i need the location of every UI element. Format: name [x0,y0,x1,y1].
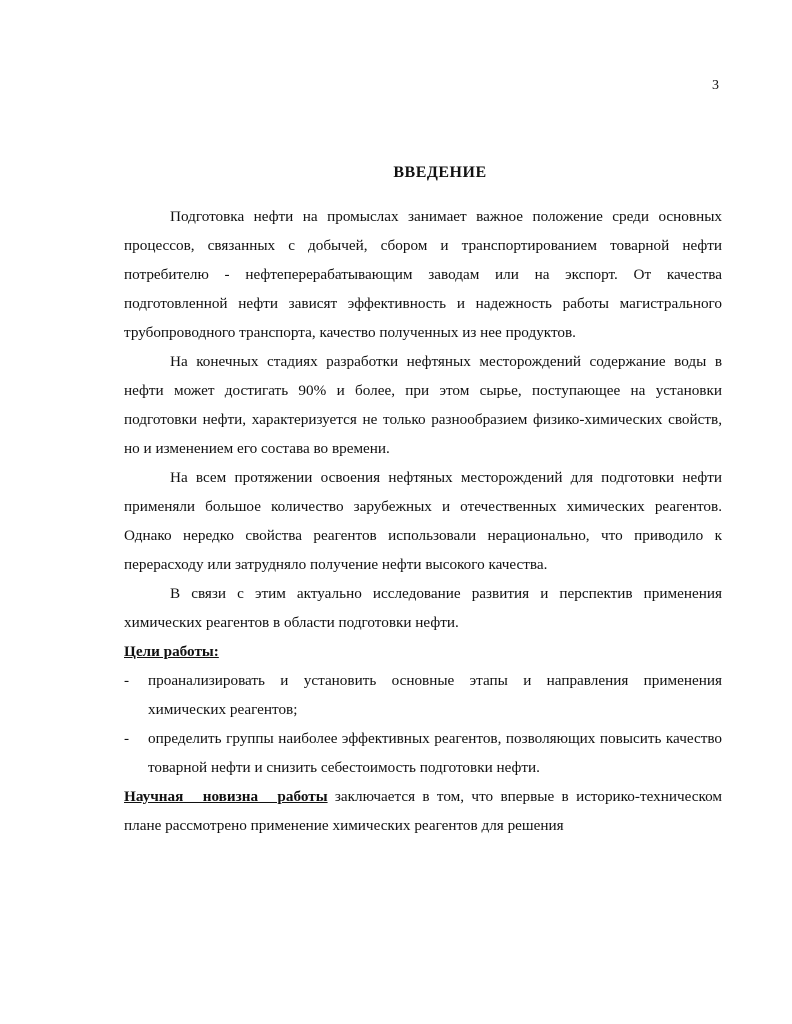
document-body [124,202,722,840]
goal-text: проанализировать и установить основные этапы и направления применения химических реагентов; [148,672,722,718]
paragraph-1: Подготовка нефти на промыслах занимает важное положение среди основных процессов, связанных с добычей, сбором и транспортированием товарной нефти потребителю - нефтеперерабатывающим заводам или на экспорт. От качества подготовленной нефти зависят эффективность и надежность работы магистрального трубопроводного транспорта, качество полученных из нее продуктов. [124,208,722,341]
paragraph-2: На конечных стадиях разработки нефтяных месторождений содержание воды в нефти может достигать 90% и более, при этом сырье, поступающее на установки подготовки нефти, характеризуется не только разнообразием физико-химических свойств, но и изменением его состава во времени. [124,353,722,457]
paragraph-4: В связи с этим актуально исследование развития и перспектив применения химических реагентов в области подготовки нефти. [124,585,722,631]
goal-marker: - [124,730,130,747]
novelty-text: заключается в том, что впервые в историко-техническом плане рассмотрено применение химических реагентов для решения [124,788,722,834]
goals-title: Цели работы: [124,643,219,660]
page-number: 3 [712,78,719,93]
novelty-title: Научная новизна работы [124,788,328,805]
goal-marker: - [124,672,130,689]
goal-text: определить группы наиболее эффективных реагентов, позволяющих повысить качество товарной нефти и снизить себестоимость подготовки нефти. [148,730,722,776]
goal-item-1 [124,666,722,724]
paragraph-3: На всем протяжении освоения нефтяных месторождений для подготовки нефти применяли большое количество зарубежных и отечественных химических реагентов. Однако нередко свойства реагентов использовали нерационально, что приводило к перерасходу или затрудняло получение нефти высокого качества. [124,469,722,573]
novelty-paragraph [124,782,722,840]
goal-item-2 [124,724,722,782]
page-title: ВВЕДЕНИЕ [393,164,487,181]
